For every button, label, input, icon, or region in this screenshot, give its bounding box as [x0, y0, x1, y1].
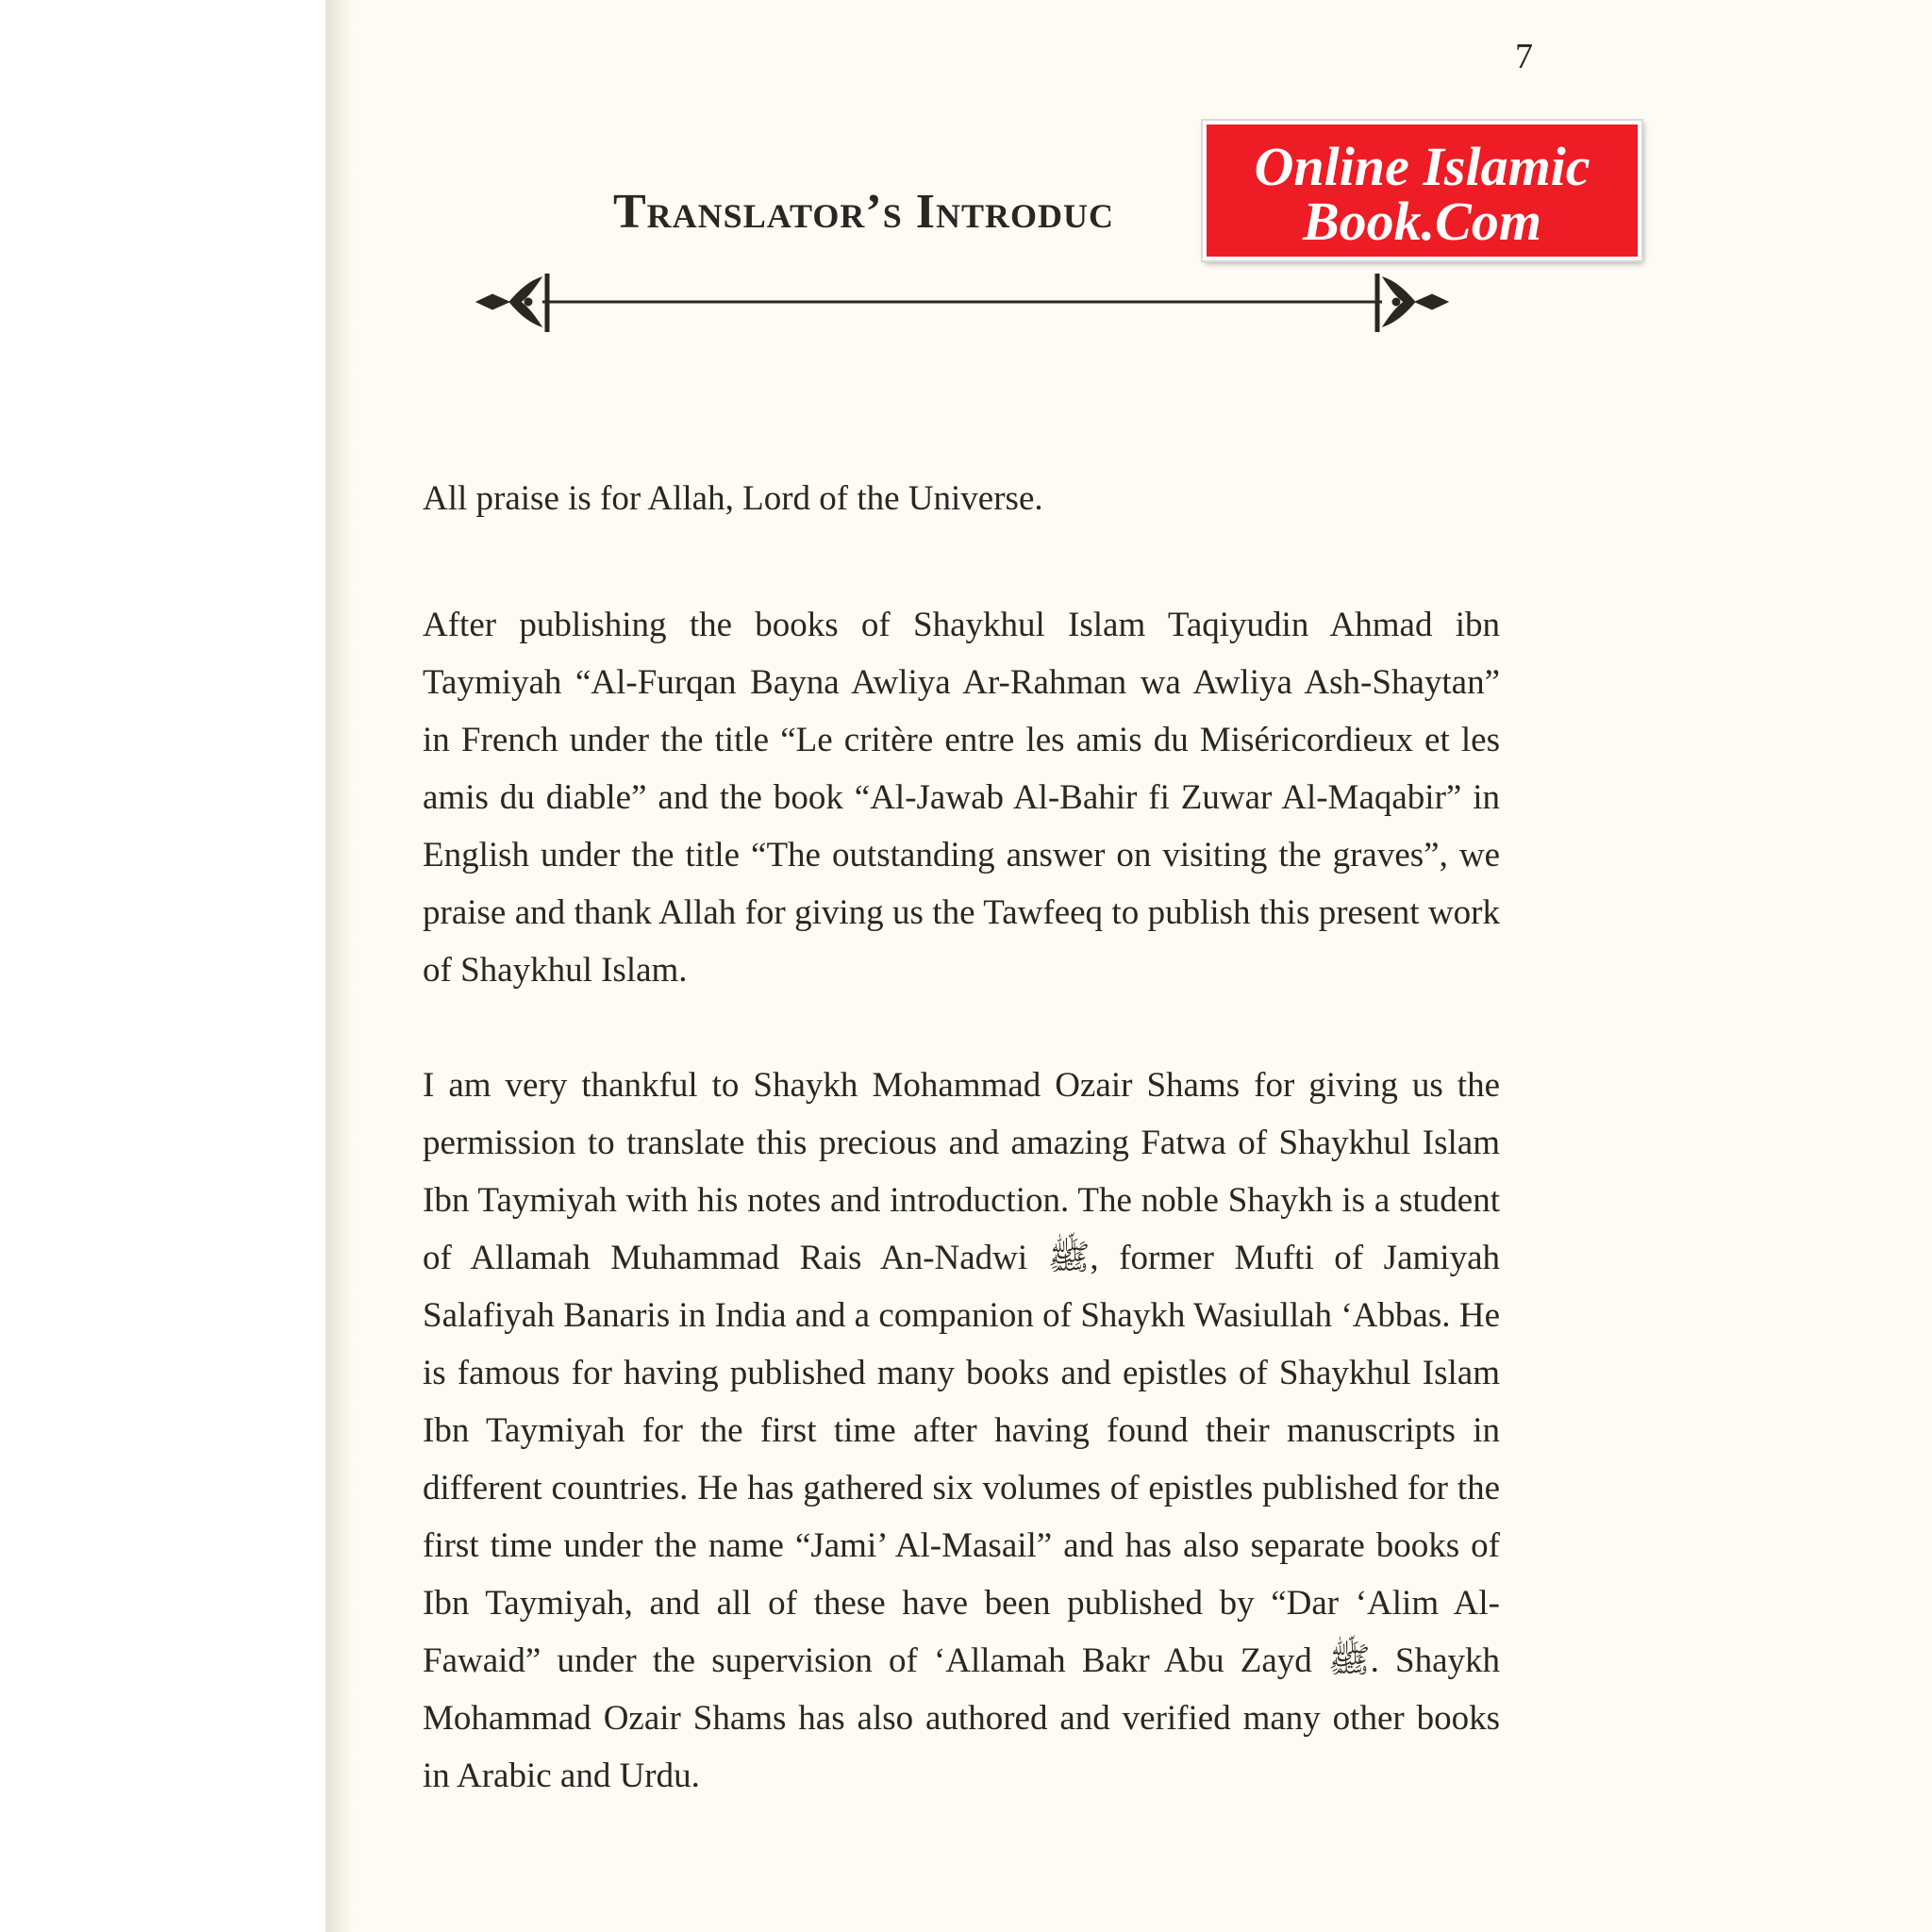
watermark-line-2: Book.Com [1303, 191, 1541, 252]
watermark-logo [1203, 121, 1641, 260]
page-number: 7 [1515, 37, 1533, 76]
page-gutter-shadow [325, 0, 354, 1932]
left-flourish-icon [476, 274, 547, 332]
paragraph-3: I am very thankful to Shaykh Mohammad Ozair Shams for giving us the permission to translate this precious and amazing Fatwa of Shaykhul Islam Ibn Taymiyah with his notes and introduction. The noble Shaykh is a student of Allamah Muhammad Rais An-Nadwi ﷺ, former Mufti of Jamiyah Salafiyah Banaris in India and a companion of Shaykh Wasiullah ‘Abbas. He is famous for having published many books and epistles of Shaykhul Islam Ibn Taymiyah for the first time after having found their manuscripts in different countries. He has gathered six volumes of epistles published for the first time under the name “Jami’ Al-Masail” and has also separate books of Ibn Taymiyah, and all of these have been published by “Dar ‘Alim Al-Fawaid” under the supervision of ‘Allamah Bakr Abu Zayd ﷺ. Shaykh Mohammad Ozair Shams has also authored and verified many other books in Arabic and Urdu. [423, 1066, 1500, 1795]
left-margin [0, 0, 325, 1932]
paragraph-1: All praise is for Allah, Lord of the Universe. [423, 479, 1043, 518]
ornamental-divider [472, 266, 1453, 341]
chapter-title: Translator’s Introduc [613, 185, 1114, 239]
watermark-line-1: Online Islamic [1254, 136, 1591, 197]
paragraph-2: After publishing the books of Shaykhul Islam Taqiyudin Ahmad ibn Taymiyah “Al-Furqan Bayna Awliya Ar-Rahman wa Awliya Ash-Shaytan” in French under the title “Le critère entre les amis du Miséricordieux et les amis du diable” and the book “Al-Jawab Al-Bahir fi Zuwar Al-Maqabir” in English under the title “The outstanding answer on visiting the graves”, we praise and thank Allah for giving us the Tawfeeq to publish this present work of Shaykhul Islam. [423, 606, 1500, 990]
right-flourish-icon [1377, 274, 1448, 332]
